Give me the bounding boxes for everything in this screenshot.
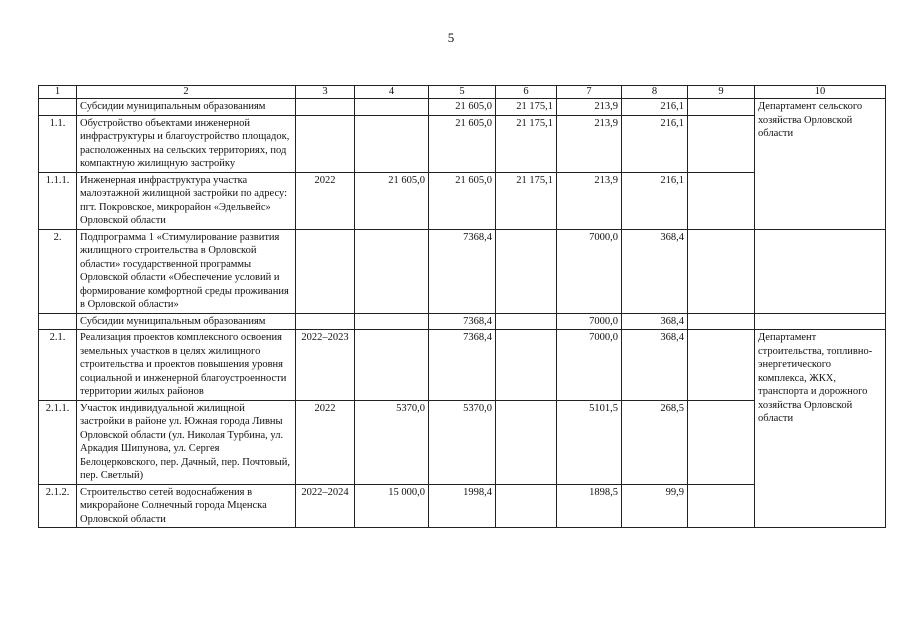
cell-col8: 216,1 — [622, 172, 688, 229]
cell-col9 — [688, 484, 755, 528]
row-title: Инженерная инфраструктура участка малоэтажной жилищной застройки по адресу: пгт. Покровское, микрорайон «Эдельвейс» Орловской области — [77, 172, 296, 229]
cell-year — [296, 99, 355, 116]
cell-col4 — [355, 313, 429, 330]
row-number: 1.1.1. — [39, 172, 77, 229]
cell-col6 — [496, 484, 557, 528]
row-title: Субсидии муниципальным образованиям — [77, 99, 296, 116]
cell-col4 — [355, 229, 429, 313]
cell-col5: 7368,4 — [429, 229, 496, 313]
header-cell: 5 — [429, 86, 496, 99]
header-cell: 9 — [688, 86, 755, 99]
cell-col8: 216,1 — [622, 115, 688, 172]
cell-col7: 213,9 — [557, 172, 622, 229]
cell-col4: 15 000,0 — [355, 484, 429, 528]
row-number: 2.1.2. — [39, 484, 77, 528]
cell-col4: 21 605,0 — [355, 172, 429, 229]
cell-year: 2022–2024 — [296, 484, 355, 528]
cell-col5: 1998,4 — [429, 484, 496, 528]
cell-year — [296, 229, 355, 313]
cell-year: 2022 — [296, 400, 355, 484]
row-number — [39, 313, 77, 330]
cell-col4 — [355, 330, 429, 401]
table-row — [39, 330, 886, 401]
row-title: Участок индивидуальной жилищной застройки в районе ул. Южная города Ливны Орловской области (ул. Николая Турбина, ул. Аркадия Шипунова, ул. Сергея Белоцерковского, пер. Дачный, пер. Почтовый, пер. Светлый) — [77, 400, 296, 484]
cell-year: 2022–2023 — [296, 330, 355, 401]
header-cell: 7 — [557, 86, 622, 99]
header-cell: 8 — [622, 86, 688, 99]
cell-year — [296, 115, 355, 172]
row-number: 2. — [39, 229, 77, 313]
cell-col8: 368,4 — [622, 330, 688, 401]
cell-col7: 5101,5 — [557, 400, 622, 484]
cell-col9 — [688, 400, 755, 484]
table-row — [39, 99, 886, 116]
row-number: 2.1.1. — [39, 400, 77, 484]
cell-col5: 7368,4 — [429, 313, 496, 330]
row-title: Обустройство объектами инженерной инфраструктуры и благоустройство площадок, расположенных на сельских территориях, под компактную жилищную застройку — [77, 115, 296, 172]
cell-col9 — [688, 313, 755, 330]
cell-col8: 216,1 — [622, 99, 688, 116]
page-number: 5 — [447, 30, 455, 45]
row-title: Реализация проектов комплексного освоения земельных участков в целях жилищного строительства и проектов повышения уровня социальной и инженерной благоустроенности территории жилых районов — [77, 330, 296, 401]
cell-col7: 213,9 — [557, 115, 622, 172]
row-number: 2.1. — [39, 330, 77, 401]
cell-col8: 368,4 — [622, 229, 688, 313]
cell-col9 — [688, 172, 755, 229]
row-title: Строительство сетей водоснабжения в микрорайоне Солнечный города Мценска Орловской области — [77, 484, 296, 528]
header-row — [39, 86, 886, 99]
table-row — [39, 229, 886, 313]
cell-col6 — [496, 229, 557, 313]
cell-col6: 21 175,1 — [496, 99, 557, 116]
row-number — [39, 99, 77, 116]
cell-col5: 21 605,0 — [429, 172, 496, 229]
cell-col8: 368,4 — [622, 313, 688, 330]
cell-col7: 7000,0 — [557, 229, 622, 313]
header-cell: 10 — [755, 86, 886, 99]
responsible-department — [755, 313, 886, 330]
cell-col6: 21 175,1 — [496, 172, 557, 229]
cell-col5: 21 605,0 — [429, 99, 496, 116]
cell-col9 — [688, 330, 755, 401]
responsible-department — [755, 229, 886, 313]
cell-col8: 99,9 — [622, 484, 688, 528]
responsible-department: Департамент сельского хозяйства Орловской области — [755, 99, 886, 230]
row-title: Подпрограмма 1 «Стимулирование развития жилищного строительства в Орловской области» государственной программы Орловской области «Обеспечение условий и формирование комфортной среды проживания в Орловской области» — [77, 229, 296, 313]
row-title: Субсидии муниципальным образованиям — [77, 313, 296, 330]
header-cell: 4 — [355, 86, 429, 99]
cell-col5: 21 605,0 — [429, 115, 496, 172]
cell-col6 — [496, 400, 557, 484]
cell-col4 — [355, 115, 429, 172]
cell-col5: 7368,4 — [429, 330, 496, 401]
cell-col9 — [688, 229, 755, 313]
header-cell: 1 — [39, 86, 77, 99]
cell-col7: 7000,0 — [557, 330, 622, 401]
cell-col9 — [688, 115, 755, 172]
cell-col6 — [496, 313, 557, 330]
responsible-department: Департамент строительства, топливно-энергетического комплекса, ЖКХ, транспорта и дорожного хозяйства Орловской области — [755, 330, 886, 528]
table-row — [39, 313, 886, 330]
cell-col8: 268,5 — [622, 400, 688, 484]
cell-col4 — [355, 99, 429, 116]
row-number: 1.1. — [39, 115, 77, 172]
cell-year: 2022 — [296, 172, 355, 229]
header-cell: 2 — [77, 86, 296, 99]
cell-col4: 5370,0 — [355, 400, 429, 484]
header-cell: 3 — [296, 86, 355, 99]
cell-year — [296, 313, 355, 330]
cell-col7: 1898,5 — [557, 484, 622, 528]
cell-col7: 7000,0 — [557, 313, 622, 330]
cell-col5: 5370,0 — [429, 400, 496, 484]
cell-col9 — [688, 99, 755, 116]
cell-col6: 21 175,1 — [496, 115, 557, 172]
header-cell: 6 — [496, 86, 557, 99]
cell-col7: 213,9 — [557, 99, 622, 116]
funding-table — [38, 85, 886, 528]
cell-col6 — [496, 330, 557, 401]
